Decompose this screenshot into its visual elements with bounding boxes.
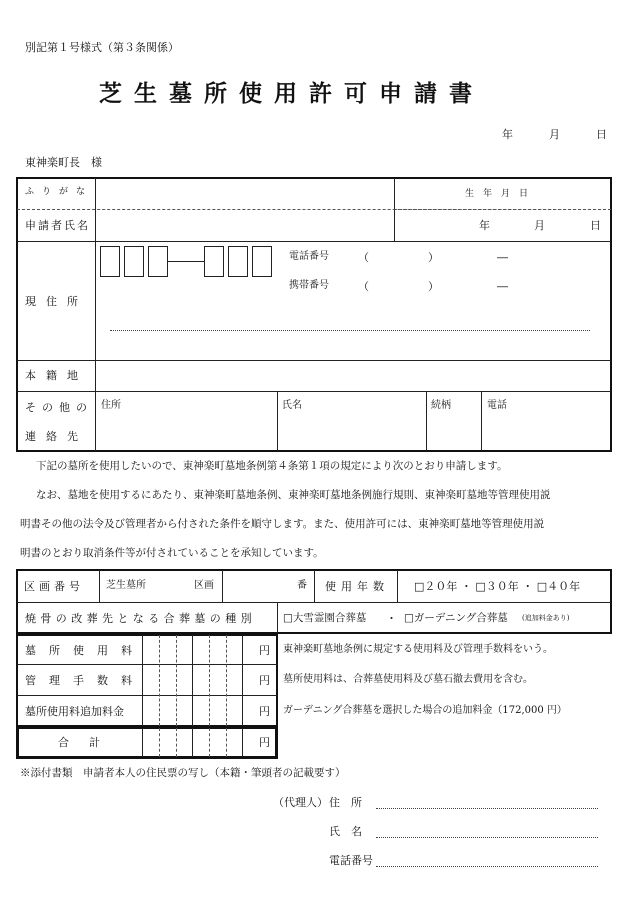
- date-day: 日: [596, 128, 607, 141]
- section-suffix: 区画: [194, 580, 214, 591]
- years-label: 使用年数: [325, 580, 389, 593]
- form-number: 別記第１号様式（第３条関係）: [25, 41, 179, 54]
- yen-unit: 円: [259, 705, 270, 718]
- paren-open: （: [358, 280, 369, 293]
- postal-box[interactable]: [204, 246, 224, 277]
- postal-dash: [168, 261, 204, 262]
- contact-relation: 続柄: [431, 400, 451, 411]
- ossuary-option-taisetsu[interactable]: □大雪霊園合葬墓: [283, 612, 367, 624]
- paren-close: ）: [428, 280, 439, 293]
- total-row: [16, 726, 278, 759]
- birth-year: 年: [479, 219, 490, 232]
- postal-box[interactable]: [228, 246, 248, 277]
- agent-phone-label: 電話番号: [329, 854, 373, 867]
- applicant-name-label: 申請者氏名: [25, 219, 90, 232]
- agent-name-line[interactable]: [376, 837, 598, 838]
- ossuary-option-note: (追加料金あり): [522, 614, 570, 622]
- paren-close: ）: [428, 251, 439, 264]
- management-fee-label: 管理手数料: [25, 674, 145, 687]
- contact-address: 住所: [101, 400, 121, 411]
- body-paragraph-1: 下記の墓所を使用したいので、東神楽町墓地条例第４条第１項の規定により次のとおり申請します。: [36, 460, 508, 472]
- contact-name: 氏名: [282, 400, 302, 411]
- date-month: 月: [549, 128, 560, 141]
- postal-box[interactable]: [100, 246, 120, 277]
- dash: ―: [497, 280, 508, 293]
- ossuary-option-gardening[interactable]: □ガーデニング合葬墓: [404, 612, 508, 624]
- ossuary-type-label: 焼骨の改葬先となる合葬墓の種別: [25, 612, 256, 625]
- furigana-label: ふりがな: [25, 187, 94, 197]
- birth-day: 日: [590, 219, 601, 232]
- other-contact-label: その他の: [25, 401, 93, 414]
- postal-box[interactable]: [252, 246, 272, 277]
- ossuary-separator: ・: [386, 612, 397, 625]
- years-options[interactable]: □２０年 ・ □３０年 ・ □４０年: [414, 580, 581, 593]
- mobile-label: 携帯番号: [289, 280, 329, 291]
- yen-unit: 円: [259, 736, 270, 749]
- dash: ―: [497, 251, 508, 264]
- fee-note-1: 東神楽町墓地条例に規定する使用料及び管理手数料をいう。: [283, 644, 553, 655]
- birthdate-label: 生 年 月 日: [465, 189, 529, 199]
- agent-name-label: 氏 名: [329, 825, 362, 838]
- agent-address-label: 住 所: [329, 796, 362, 809]
- extra-fee-label: 墓所使用料追加料金: [25, 705, 124, 718]
- agent-phone-line[interactable]: [376, 866, 598, 867]
- phone-label: 電話番号: [289, 251, 329, 262]
- body-paragraph-2c: 明書のとおり取消条件等が付されていることを承知しています。: [20, 547, 324, 559]
- number-suffix: 番: [297, 580, 307, 591]
- birth-month: 月: [534, 219, 545, 232]
- yen-unit: 円: [259, 644, 270, 657]
- total-label: 合計: [58, 736, 120, 749]
- body-paragraph-2b: 明書その他の法令及び管理者から付された条件を順守します。また、使用許可には、東神楽町墓地等管理使用説: [20, 518, 545, 530]
- body-paragraph-2: なお、墓地を使用するにあたり、東神楽町墓地条例、東神楽町墓地条例施行規則、東神楽町墓地等管理使用説: [36, 489, 551, 501]
- usage-fee-label: 墓所使用料: [25, 644, 145, 657]
- fee-note-2: 墓所使用料は、合葬墓使用料及び墓石撤去費用を含む。: [283, 674, 533, 685]
- agent-label: （代理人）: [273, 796, 328, 809]
- fee-note-3: ガーデニング合葬墓を選択した場合の追加料金（172,000 円）: [283, 705, 567, 716]
- attachment-note: ※添付書類 申請者本人の住民票の写し（本籍・筆頭者の記載要す）: [20, 767, 346, 779]
- contact-phone: 電話: [487, 400, 507, 411]
- address-label: 現住所: [25, 295, 88, 308]
- section-number-label: 区画番号: [24, 580, 84, 593]
- address-line[interactable]: [110, 330, 590, 331]
- cemetery-name: 芝生墓所: [106, 580, 146, 591]
- other-contact-label-2: 連絡先: [25, 430, 88, 443]
- paren-open: （: [358, 251, 369, 264]
- page-title: 芝生墓所使用許可申請書: [99, 80, 484, 107]
- postal-box[interactable]: [148, 246, 168, 277]
- addressee: 東神楽町長 様: [25, 156, 102, 169]
- date-year: 年: [502, 128, 513, 141]
- honseki-label: 本籍地: [25, 369, 88, 382]
- yen-unit: 円: [259, 674, 270, 687]
- agent-address-line[interactable]: [376, 808, 598, 809]
- postal-box[interactable]: [124, 246, 144, 277]
